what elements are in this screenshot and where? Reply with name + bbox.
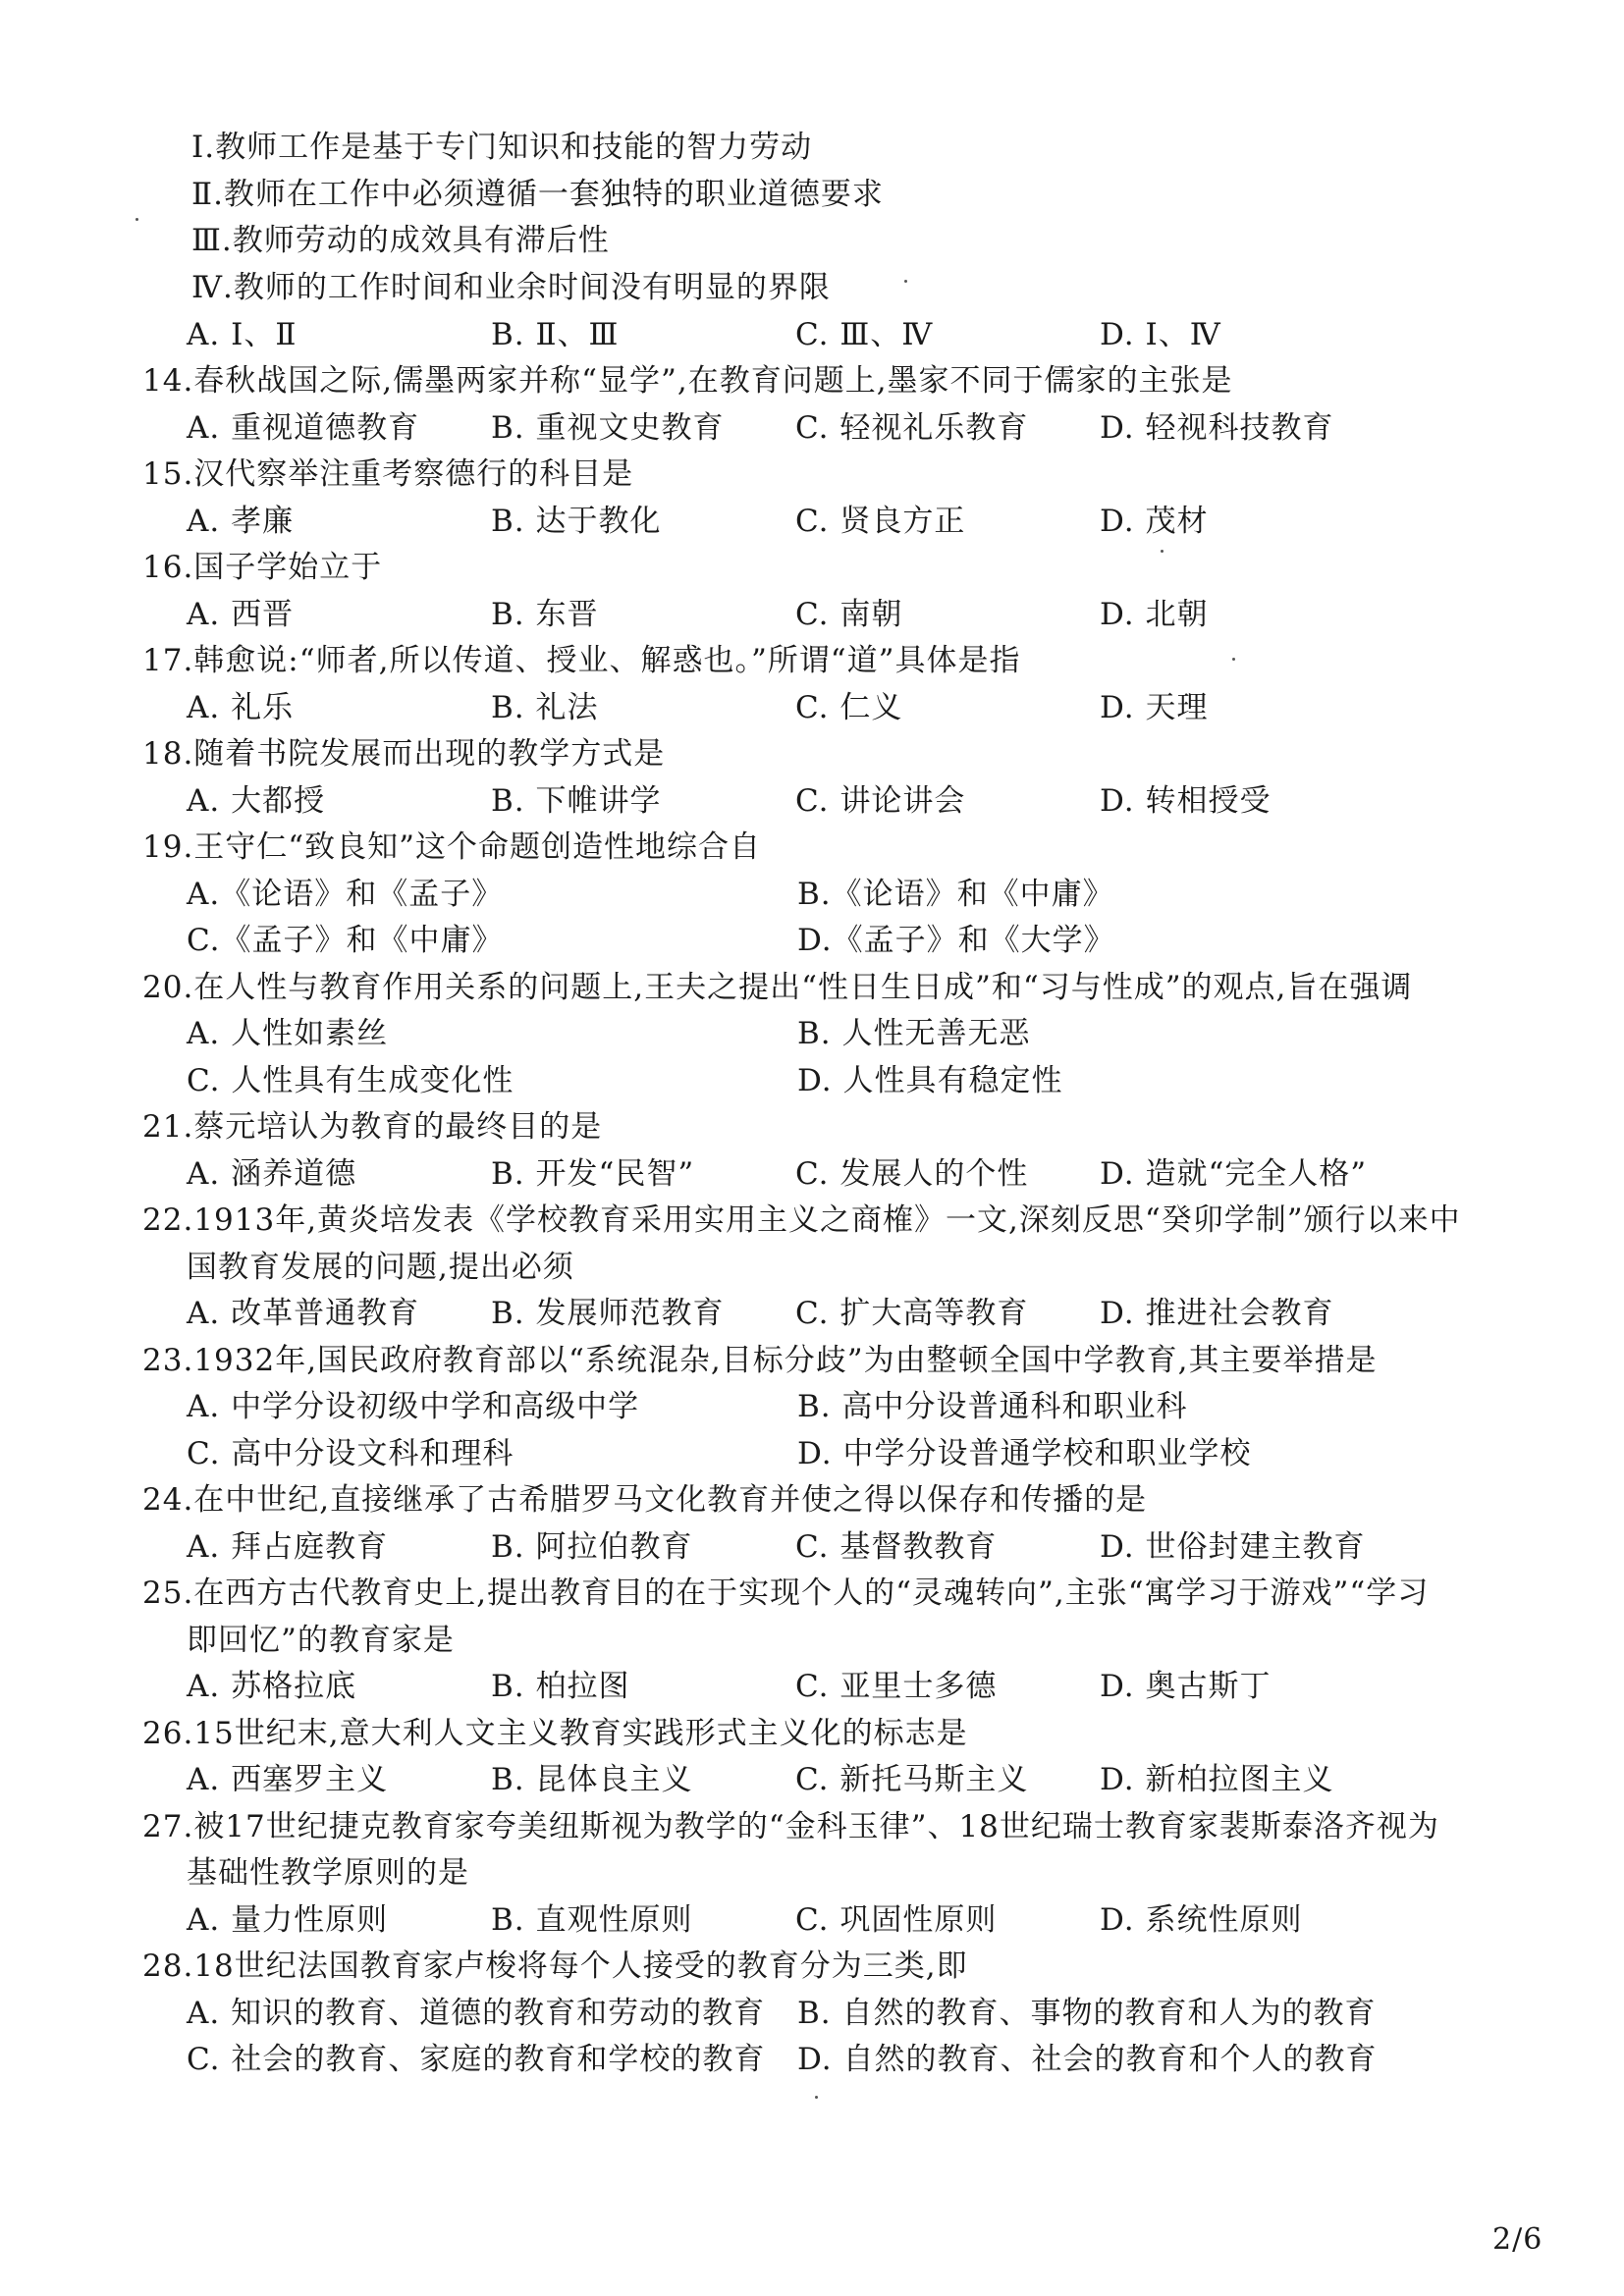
q26-option-a: A. 西塞罗主义 — [187, 1762, 389, 1797]
q18-option-a: A. 大都授 — [187, 783, 326, 819]
q25-option-c: C. 亚里士多德 — [795, 1669, 998, 1704]
q18-option-d: D. 转相授受 — [1100, 783, 1272, 819]
scan-speck — [1232, 658, 1235, 661]
q23-stem: 23.1932年,国民政府教育部以“系统混杂,目标分歧”为由整顿全国中学教育,其主要举措是 — [142, 1343, 1378, 1378]
q27-option-a: A. 量力性原则 — [187, 1902, 389, 1938]
q16-stem: 16.国子学始立于 — [142, 550, 383, 585]
q16-option-d: D. 北朝 — [1100, 597, 1209, 632]
q20-option-c: C. 人性具有生成变化性 — [187, 1063, 514, 1098]
q15-stem: 15.汉代察举注重考察德行的科目是 — [142, 456, 634, 492]
q22-option-c: C. 扩大高等教育 — [795, 1296, 1029, 1331]
q25-option-b: B. 柏拉图 — [491, 1669, 630, 1704]
q24-option-c: C. 基督教教育 — [795, 1529, 998, 1565]
q21-option-a: A. 涵养道德 — [187, 1156, 357, 1192]
scan-speck — [815, 2096, 818, 2099]
q27-option-b: B. 直观性原则 — [491, 1902, 693, 1938]
q24-option-a: A. 拜占庭教育 — [187, 1529, 389, 1565]
q24-option-b: B. 阿拉伯教育 — [491, 1529, 693, 1565]
q15-option-d: D. 茂材 — [1100, 504, 1209, 539]
q25-option-a: A. 苏格拉底 — [187, 1669, 357, 1704]
q23-option-d: D. 中学分设普通学校和职业学校 — [797, 1436, 1252, 1471]
q27-stem: 27.被17世纪捷克教育家夸美纽斯视为教学的“金科玉律”、18世纪瑞士教育家裴斯泰洛齐视为 — [142, 1809, 1439, 1844]
q21-option-b: B. 开发“民智” — [491, 1156, 695, 1192]
q22-option-b: B. 发展师范教育 — [491, 1296, 725, 1331]
q14-stem: 14.春秋战国之际,儒墨两家并称“显学”,在教育问题上,墨家不同于儒家的主张是 — [142, 363, 1233, 399]
q13-option-c: C. Ⅲ、Ⅳ — [795, 317, 934, 352]
statement-3: Ⅲ.教师劳动的成效具有滞后性 — [191, 223, 610, 258]
statement-4: Ⅳ.教师的工作时间和业余时间没有明显的界限 — [191, 270, 831, 305]
q22-option-d: D. 推进社会教育 — [1100, 1296, 1334, 1331]
q19-stem: 19.王守仁“致良知”这个命题创造性地综合自 — [142, 829, 761, 865]
q20-stem: 20.在人性与教育作用关系的问题上,王夫之提出“性日生日成”和“习与性成”的观点,旨在强调 — [142, 970, 1413, 1005]
q28-stem: 28.18世纪法国教育家卢梭将每个人接受的教育分为三类,即 — [142, 1949, 968, 1984]
q24-stem: 24.在中世纪,直接继承了古希腊罗马文化教育并使之得以保存和传播的是 — [142, 1482, 1148, 1518]
q22-option-a: A. 改革普通教育 — [187, 1296, 420, 1331]
q21-option-c: C. 发展人的个性 — [795, 1156, 1029, 1192]
q18-option-c: C. 讲论讲会 — [795, 783, 966, 819]
q27-option-d: D. 系统性原则 — [1100, 1902, 1303, 1938]
statement-2: Ⅱ.教师在工作中必须遵循一套独特的职业道德要求 — [191, 177, 884, 212]
q18-stem: 18.随着书院发展而出现的教学方式是 — [142, 736, 666, 772]
q15-option-b: B. 达于教化 — [491, 504, 662, 539]
q22-stem: 22.1913年,黄炎培发表《学校教育采用实用主义之商榷》一文,深刻反思“癸卯学制”颁行以来中 — [142, 1202, 1461, 1238]
q23-option-a: A. 中学分设初级中学和高级中学 — [187, 1389, 640, 1424]
q16-option-b: B. 东晋 — [491, 597, 599, 632]
q25-option-d: D. 奥古斯丁 — [1100, 1669, 1272, 1704]
q14-option-a: A. 重视道德教育 — [187, 410, 420, 446]
q24-option-d: D. 世俗封建主教育 — [1100, 1529, 1366, 1565]
q19-option-d: D.《孟子》和《大学》 — [797, 923, 1115, 958]
q28-option-c: C. 社会的教育、家庭的教育和学校的教育 — [187, 2042, 766, 2077]
q21-stem: 21.蔡元培认为教育的最终目的是 — [142, 1109, 603, 1145]
scan-speck — [135, 218, 138, 221]
q22-stem-continued: 国教育发展的问题,提出必须 — [187, 1250, 574, 1285]
q14-option-c: C. 轻视礼乐教育 — [795, 410, 1029, 446]
q16-option-a: A. 西晋 — [187, 597, 295, 632]
q13-option-a: A. Ⅰ、Ⅱ — [187, 317, 298, 352]
q28-option-b: B. 自然的教育、事物的教育和人为的教育 — [797, 1996, 1377, 2031]
q21-option-d: D. 造就“完全人格” — [1100, 1156, 1368, 1192]
q17-option-a: A. 礼乐 — [187, 690, 295, 725]
q26-option-d: D. 新柏拉图主义 — [1100, 1762, 1334, 1797]
q28-option-d: D. 自然的教育、社会的教育和个人的教育 — [797, 2042, 1378, 2077]
q27-stem-continued: 基础性教学原则的是 — [187, 1855, 469, 1891]
q15-option-c: C. 贤良方正 — [795, 504, 966, 539]
q20-option-d: D. 人性具有稳定性 — [797, 1063, 1063, 1098]
q25-stem-continued: 即回忆”的教育家是 — [187, 1623, 455, 1658]
q19-option-a: A.《论语》和《孟子》 — [187, 877, 504, 912]
q20-option-a: A. 人性如素丝 — [187, 1016, 389, 1051]
q19-option-b: B.《论语》和《中庸》 — [797, 877, 1114, 912]
q17-option-c: C. 仁义 — [795, 690, 903, 725]
q27-option-c: C. 巩固性原则 — [795, 1902, 998, 1938]
q28-option-a: A. 知识的教育、道德的教育和劳动的教育 — [187, 1996, 766, 2031]
q26-stem: 26.15世纪末,意大利人文主义教育实践形式主义化的标志是 — [142, 1716, 968, 1751]
q15-option-a: A. 孝廉 — [187, 504, 295, 539]
q23-option-b: B. 高中分设普通科和职业科 — [797, 1389, 1188, 1424]
q16-option-c: C. 南朝 — [795, 597, 903, 632]
statement-1: Ⅰ.教师工作是基于专门知识和技能的智力劳动 — [191, 130, 813, 165]
q25-stem: 25.在西方古代教育史上,提出教育目的在于实现个人的“灵魂转向”,主张“寓学习于游戏”“学习 — [142, 1575, 1430, 1611]
q13-option-d: D. Ⅰ、Ⅳ — [1100, 317, 1221, 352]
q26-option-b: B. 昆体良主义 — [491, 1762, 693, 1797]
q17-stem: 17.韩愈说:“师者,所以传道、授业、解惑也。”所谓“道”具体是指 — [142, 643, 1021, 678]
q26-option-c: C. 新托马斯主义 — [795, 1762, 1029, 1797]
q17-option-d: D. 天理 — [1100, 690, 1209, 725]
page-number: 2/6 — [1492, 2222, 1543, 2257]
q20-option-b: B. 人性无善无恶 — [797, 1016, 1031, 1051]
q14-option-d: D. 轻视科技教育 — [1100, 410, 1334, 446]
scan-speck — [904, 280, 907, 283]
q17-option-b: B. 礼法 — [491, 690, 599, 725]
q23-option-c: C. 高中分设文科和理科 — [187, 1436, 514, 1471]
q13-option-b: B. Ⅱ、Ⅲ — [491, 317, 620, 352]
q19-option-c: C.《孟子》和《中庸》 — [187, 923, 504, 958]
q18-option-b: B. 下帷讲学 — [491, 783, 662, 819]
q14-option-b: B. 重视文史教育 — [491, 410, 725, 446]
scan-speck — [1161, 550, 1164, 553]
